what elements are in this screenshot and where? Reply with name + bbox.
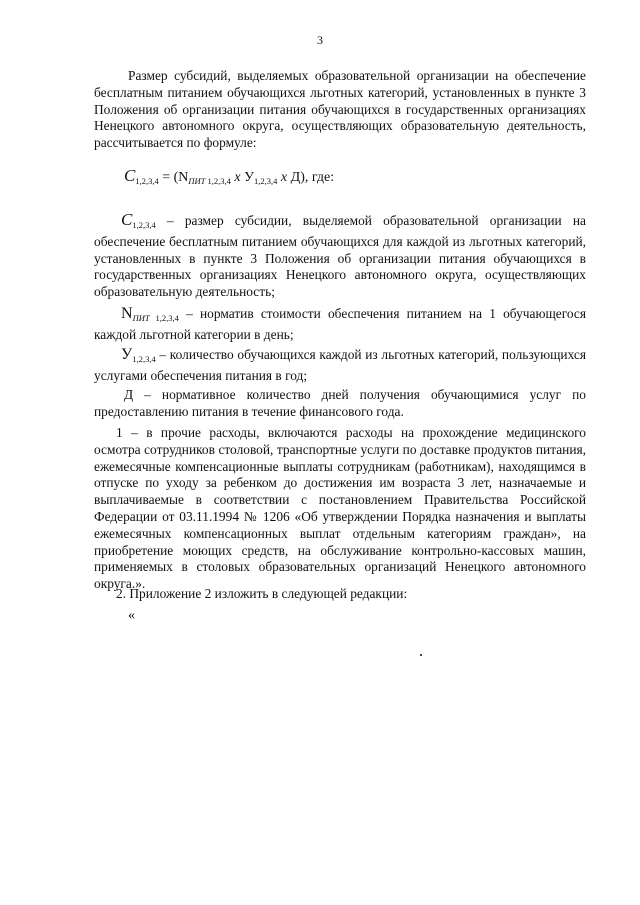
definition-c-sub: 1,2,3,4 xyxy=(132,220,156,230)
formula-eq-open: = (N xyxy=(158,170,189,185)
definition-n xyxy=(94,306,586,344)
formula-u-sub: 1,2,3,4 xyxy=(254,176,278,186)
item-2-paragraph: 2. Приложение 2 изложить в следующей редакции: xyxy=(116,586,408,601)
definition-c-text: – размер субсидии, выделяемой образовательной организации на обеспечение бесплатным питанием обучающихся для каждой из льготных категорий, установленных в пункте 3 Положения об организации питания обучающихся в государственных организациях Ненецкого автономного округа, осуществляющих образовательную деятельность; xyxy=(94,213,586,300)
formula-x1: х xyxy=(234,170,241,185)
formula-pit-sub: 1,2,3,4 xyxy=(205,176,231,186)
definition-u-sub: 1,2,3,4 xyxy=(132,354,156,364)
definition-n-text: – норматив стоимости обеспечения питанием на 1 обучающегося каждой льготной категории в день; xyxy=(94,306,586,342)
subsidy-formula xyxy=(124,166,334,186)
formula-c: С xyxy=(124,166,136,185)
definition-n-sub: 1,2,3,4 xyxy=(149,313,179,323)
formula-c-sub: 1,2,3,4 xyxy=(135,176,159,186)
intro-paragraph: Размер субсидий, выделяемых образовательной организации на обеспечение бесплатным питанием обучающихся льготных категорий, установленных в пункте 3 Положения об организации питания обучающихся в государственных организациях Ненецкого автономного округа, осуществляющих образовательную деятельность, рассчитывается по формуле: xyxy=(94,68,586,151)
definition-n-pit: ПИТ xyxy=(132,313,150,323)
definition-n-symbol: N xyxy=(121,305,133,322)
formula-u: У xyxy=(244,170,255,185)
formula-d: Д xyxy=(290,170,301,185)
stray-dot xyxy=(420,654,422,656)
definition-u-symbol: У xyxy=(121,346,133,363)
page-number: 3 xyxy=(317,33,323,47)
item-1-paragraph: 1 – в прочие расходы, включаются расходы на прохождение медицинского осмотра сотрудников столовой, транспортные услуги по доставке продуктов питания, ежемесячные компенсационные выплаты сотрудникам (работникам), находящимся в отпуске по уходу за ребенком до достижения им возраста 3 лет, назначаемые и выплачиваемые в соответствии с постановлением Правительства Российской Федерации от 03.11.1994 № 1206 «Об утверждении Порядка назначения и выплаты ежемесячных компенсационных выплат отдельным категориям граждан», на приобретение моющих средств, на обслуживание контрольно-кассовых машин, применяемых в столовых образовательных организаций Ненецкого автономного округа.». xyxy=(94,425,586,592)
formula-close: ), где: xyxy=(300,170,335,185)
definition-c xyxy=(94,212,586,301)
opening-quote-mark: « xyxy=(128,608,135,623)
definition-u-text: – количество обучающихся каждой из льготных категорий, пользующихся услугами обеспечения питания в год; xyxy=(94,347,586,383)
definition-u xyxy=(94,347,586,385)
definition-d: Д – нормативное количество дней получения обучающимися услуг по предоставлению питания в течение финансового года. xyxy=(94,387,586,419)
formula-pit: ПИТ xyxy=(188,176,206,186)
definition-c-symbol: С xyxy=(121,210,133,229)
formula-x2: х xyxy=(280,170,288,185)
